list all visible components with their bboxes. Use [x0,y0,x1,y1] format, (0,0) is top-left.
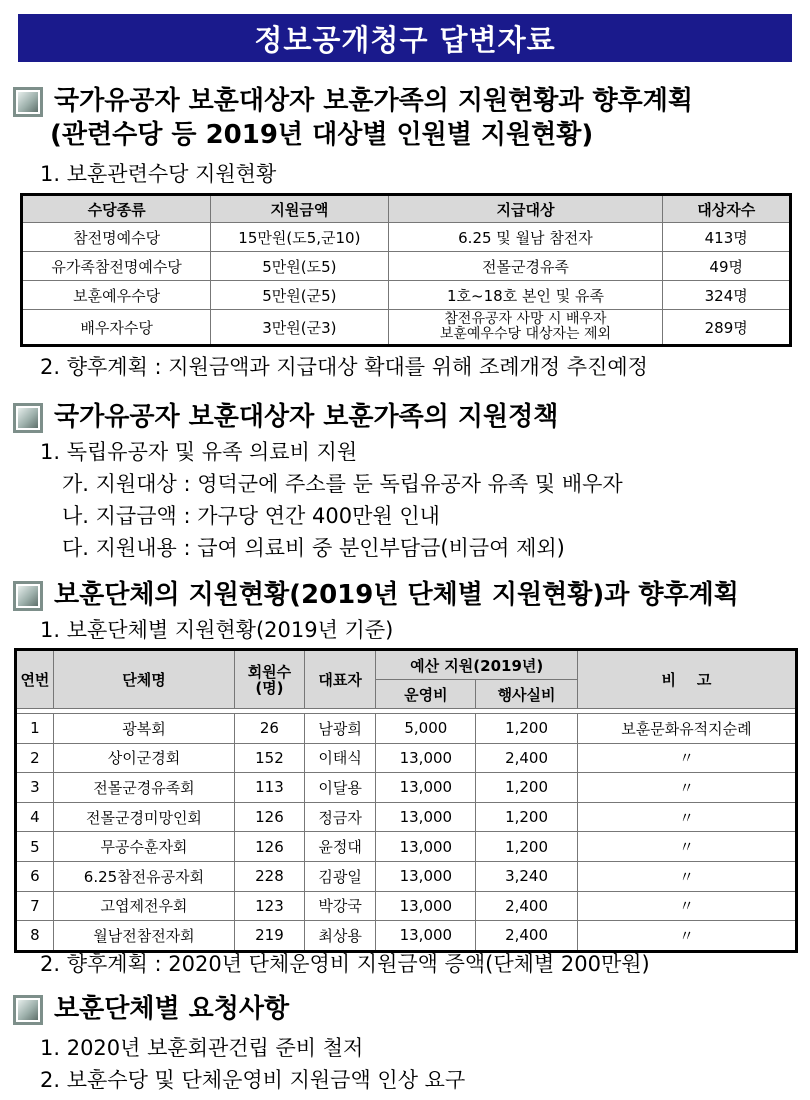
table-cell: 26 [235,714,305,744]
section-4-item-2: 2. 보훈수당 및 단체운영비 지원금액 인상 요구 [40,1068,466,1092]
table-cell: 13,000 [376,802,476,832]
table-cell: 이달용 [304,773,376,803]
table-cell: 3만원(군3) [211,310,388,346]
section-3-title: 보훈단체의 지원현황(2019년 단체별 지원현황)과 향후계획 [54,580,739,610]
table-cell: 이태식 [304,743,376,773]
table-cell: 광복회 [53,714,234,744]
table-cell: 〃 [577,861,796,891]
organization-table [14,648,798,953]
table-cell: 2 [16,743,54,773]
section-2-item-a: 가. 지원대상 : 영덕군에 주소를 둔 독립유공자 유족 및 배우자 [62,472,623,496]
column-header-members: 회원수 (명) [235,650,305,709]
table-cell: 13,000 [376,891,476,921]
table-cell: 13,000 [376,743,476,773]
section-4-title: 보훈단체별 요청사항 [54,994,290,1024]
section-1-heading [16,84,693,152]
table-cell: 13,000 [376,773,476,803]
table-cell: 6 [16,861,54,891]
table-cell: 〃 [577,921,796,952]
table-cell: 6.25참전유공자회 [53,861,234,891]
column-header-note: 비 고 [577,650,796,709]
table-row [16,773,797,803]
table-cell: 고엽제전우회 [53,891,234,921]
section-4-heading [16,992,289,1026]
table-cell: 5만원(군5) [211,281,388,310]
section-2-heading [16,400,558,434]
column-header-name: 단체명 [53,650,234,709]
table-cell: 김광일 [304,861,376,891]
bullet-square-icon [16,90,40,114]
column-header-no: 연번 [16,650,54,709]
table-cell: 4 [16,802,54,832]
table-cell: 전몰군경유족회 [53,773,234,803]
bullet-square-icon [16,584,40,608]
table-cell: 228 [235,861,305,891]
table-cell: 전몰군경유족 [388,252,663,281]
column-header: 지원금액 [211,195,388,223]
table-cell: 남광희 [304,714,376,744]
table-cell: 전몰군경미망인회 [53,802,234,832]
column-header: 수당종류 [22,195,211,223]
table-cell: 13,000 [376,861,476,891]
table-cell: 정금자 [304,802,376,832]
table-cell: 1호~18호 본인 및 유족 [388,281,663,310]
table-cell: 15만원(도5,군10) [211,223,388,252]
section-2-item-b: 나. 지급금액 : 가구당 연간 400만원 인내 [62,504,440,528]
table-row [16,891,797,921]
table-row [22,223,791,252]
section-2-item-c: 다. 지원내용 : 급여 의료비 중 분인부담금(비금여 제외) [62,536,565,560]
table-row [16,832,797,862]
table-row [16,861,797,891]
table-cell: 박강국 [304,891,376,921]
table-cell: 보훈문화유적지순례 [577,714,796,744]
table-cell: 상이군경회 [53,743,234,773]
table-cell: 219 [235,921,305,952]
table-header-row [22,195,791,223]
table-cell: 289명 [663,310,791,346]
table-cell: 참전명예수당 [22,223,211,252]
section-1-title: 국가유공자 보훈대상자 보훈가족의 지원현황과 향후계획 [54,86,693,116]
table-row [16,921,797,952]
table-cell: 7 [16,891,54,921]
table-cell: 〃 [577,743,796,773]
allowance-table [20,193,792,347]
column-header: 대상자수 [663,195,791,223]
table-cell: 126 [235,802,305,832]
section-1-item-1: 1. 보훈관련수당 지원현황 [40,162,277,186]
table-cell: 배우자수당 [22,310,211,346]
table-cell: 무공수훈자회 [53,832,234,862]
column-header-ops: 운영비 [376,680,476,709]
target-line-1: 참전유공자 사망 시 배우자 [444,311,607,327]
section-3-item-2: 2. 향후계획 : 2020년 단체운영비 지원금액 증액(단체별 200만원) [40,952,650,976]
column-header-budget: 예산 지원(2019년) [376,650,577,680]
table-cell: 〃 [577,891,796,921]
table-row [16,743,797,773]
section-1-subtitle: (관련수당 등 2019년 대상별 인원별 지원현황) [50,120,594,150]
table-cell: 1,200 [476,832,578,862]
table-cell [388,310,663,346]
table-cell: 5 [16,832,54,862]
table-cell: 3 [16,773,54,803]
bullet-square-icon [16,998,40,1022]
table-row [22,252,791,281]
table-row [22,310,791,346]
table-cell: 유가족참전명예수당 [22,252,211,281]
table-cell: 1,200 [476,802,578,832]
table-cell: 〃 [577,832,796,862]
table-cell: 113 [235,773,305,803]
section-4-item-1: 1. 2020년 보훈회관건립 준비 철저 [40,1036,364,1060]
table-row [16,802,797,832]
table-cell: 최상용 [304,921,376,952]
target-line-2: 보훈예우수당 대상자는 제외 [439,326,612,342]
section-3-heading [16,578,739,612]
table-cell: 13,000 [376,832,476,862]
table-cell: 2,400 [476,743,578,773]
table-cell: 6.25 및 월남 참전자 [388,223,663,252]
table-header-row [16,650,797,680]
section-1-item-2: 2. 향후계획 : 지원금액과 지급대상 확대를 위해 조례개정 추진예정 [40,355,648,379]
table-cell: 3,240 [476,861,578,891]
column-header: 지급대상 [388,195,663,223]
table-cell: 1,200 [476,773,578,803]
table-cell: 2,400 [476,921,578,952]
column-header-rep: 대표자 [304,650,376,709]
bullet-square-icon [16,406,40,430]
table-cell: 보훈예우수당 [22,281,211,310]
table-cell: 5만원(도5) [211,252,388,281]
column-header-event: 행사실비 [476,680,578,709]
table-cell: 49명 [663,252,791,281]
table-cell: 13,000 [376,921,476,952]
table-cell: 152 [235,743,305,773]
table-row [22,281,791,310]
table-row [16,714,797,744]
table-cell: 월남전참전자회 [53,921,234,952]
table-cell: 2,400 [476,891,578,921]
table-cell: 5,000 [376,714,476,744]
table-cell: 324명 [663,281,791,310]
table-cell: 윤정대 [304,832,376,862]
section-2-title: 국가유공자 보훈대상자 보훈가족의 지원정책 [54,402,559,432]
table-cell: 126 [235,832,305,862]
section-3-item-1: 1. 보훈단체별 지원현황(2019년 기준) [40,618,394,642]
table-cell: 1 [16,714,54,744]
table-cell: 413명 [663,223,791,252]
document-title: 정보공개청구 답변자료 [18,14,792,62]
table-cell: 1,200 [476,714,578,744]
table-cell: 123 [235,891,305,921]
table-cell: 8 [16,921,54,952]
table-cell: 〃 [577,773,796,803]
section-2-item-1: 1. 독립유공자 및 유족 의료비 지원 [40,440,358,464]
table-cell: 〃 [577,802,796,832]
